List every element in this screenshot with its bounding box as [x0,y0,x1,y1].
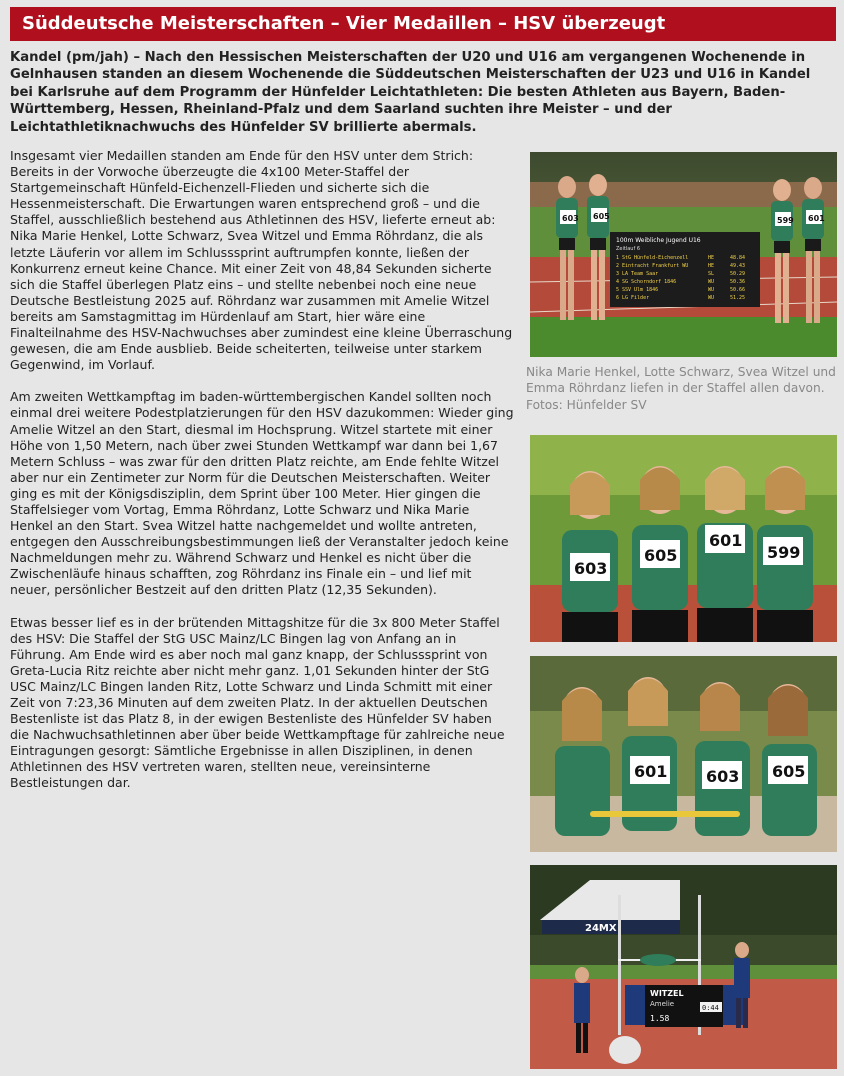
bib-number: 605 [644,546,678,565]
sb-rank: 5 [616,287,620,293]
sb-rank: 2 [616,263,620,269]
photo-relay-scoreboard[interactable] [530,152,837,357]
bib-number: 599 [777,216,794,225]
sb-time: 50.66 [730,287,746,293]
sb-rank: 4 [616,279,620,285]
bib-number: 605 [593,212,610,221]
photo-medal-bite[interactable] [530,435,837,642]
sb-time: 48.84 [730,255,746,261]
bib-number: 601 [808,214,825,223]
board-name: WITZEL [650,989,684,998]
scoreboard-header: 100m Weibliche Jugend U16 [616,237,701,244]
photo-caption: Nika Marie Henkel, Lotte Schwarz, Svea Witzel und Emma Röhrdanz liefen in der Staffel allen davon. Fotos: Hünfelder SV [526,365,836,412]
board-clock: 0:44 [702,1004,719,1012]
sb-rank: 1 [616,255,620,261]
sb-rank: 6 [616,295,620,301]
article-title: Süddeutsche Meisterschaften – Vier Medaillen – HSV überzeugt [10,7,836,41]
bib-number: 603 [706,767,740,786]
paragraph-day-two: Am zweiten Wettkampftag im baden-württembergischen Kandel sollten noch einmal drei weitere Podestplatzierungen für den HSV dazukommen: Wieder ging Amelie Witzel an den Start, diesmal im Hochsprung. Witzel startete mit einer Höhe von 1,50 Metern, nach über zwei Stunden Wettkampf war dann bei 1,67 Metern Schluss – was zwar für den dritten Platz reichte, am Ende fehlte Witzel aber nur ein Zentimeter zur Norm für die Deutschen Meisterschaften. Weiter ging es mit der Königsdisziplin, dem Sprint über 100 Meter. Hier gingen die Staffelsieger vom Vortag, Emma Röhrdanz, Lotte Schwarz und Nika Marie Henkel an den Start. Svea Witzel hatte nachgemeldet und wollte antreten, entgegen den Ausschreibungsbestimmungen ließ der Veranstalter jedoch keine Nachmeldungen mehr zu. Während Schwarz und Henkel es nicht über die Zwischenläufe hinaus schafften, zog Röhrdanz ins Finale ein – und lief mit neuer, persönlicher Bestzeit auf den dritten Platz (12,35 Sekunden). [10,389,514,598]
board-first-name: Amelie [650,1000,675,1008]
bib-number: 603 [574,559,608,578]
tent-text: 24MX [585,923,617,934]
sb-time: 50.29 [730,271,746,277]
sb-code: HE [708,263,715,269]
photo-baton-group[interactable] [530,656,837,852]
article-body [10,148,514,808]
paragraph-800m-relay: Etwas besser lief es in der brütenden Mittagshitze für die 3x 800 Meter Staffel des HSV: Die Staffel der StG USC Mainz/LC Bingen lag von Anfang an in Führung. Am Ende wird es aber noch mal ganz knapp, der Schlusssprint von Greta-Lucia Ritz reichte aber nicht mehr ganz. 1,01 Sekunden hinter der StG USC Mainz/LC Bingen landen Ritz, Lotte Schwarz und Linda Schmitt mit einer Zeit von 7:23,36 Minuten auf dem zweiten Platz. In der aktuellen Deutschen Bestenliste ist das Platz 8, in der ewigen Bestenliste des Hünfelder SV haben die Nachwuchsathletinnen aber über beide Wettkampftage für zahlreiche neue Eintragungen gesorgt: Sämtliche Ergebnisse in allen Disziplinen, in denen Athletinnen des HSV vertreten waren, stellten neue, vereinsinterne Bestleistungen dar. [10,614,505,791]
sb-team: StG Hünfeld-Eichenzell [622,255,689,261]
scoreboard-sub: Zeitlauf 6 [616,246,641,252]
sb-code: WU [708,295,715,301]
bib-number: 599 [767,543,801,562]
article-lead: Kandel (pm/jah) – Nach den Hessischen Meisterschaften der U20 und U16 am vergangenen Wochenende in Gelnhausen standen an diesem Wochenende die Süddeutschen Meisterschaften der U23 und U16 in Kandel bei Karlsruhe auf dem Programm der Hünfelder Leichtathleten: Die besten Athleten aus Bayern, Baden-Württemberg, Hessen, Rheinland-Pfalz und dem Saarland suchten ihre Meister – und der Leichtathletiknachwuchs des Hünfelder SV brillierte abermals. [10,50,811,135]
sb-team: Eintracht Frankfurt WU [622,263,689,269]
bib-number: 601 [709,531,743,550]
paragraph-relay: Insgesamt vier Medaillen standen am Ende für den HSV unter dem Strich: Bereits in der Vorwoche überzeugte die 4x100 Meter-Staffel der Startgemeinschaft Hünfeld-Eichenzell-Flieden und sicherte sich die Hessenmeisterschaft. Die Erwartungen waren entsprechend groß – und die Staffel, ausschließlich bestehend aus Athletinnen des HSV, lieferte erneut ab: Nika Marie Henkel, Lotte Schwarz, Svea Witzel und Emma Röhrdanz, die als letzte Läuferin vor allem im Schlusssprint auftrumpfen konnte, ließen der Konkurrenz erneut keine Chance. Mit einer Zeit von 48,84 Sekunden sicherte sich die Staffel überlegen Platz eins – und stellte nebenbei noch eine neue Deutsche Bestleistung 2025 auf. Röhrdanz war zusammen mit Amelie Witzel bereits am Samstagmittag im Hürdenlauf am Start, hier wäre eine Finalteilnahme des HSV-Nachwuchses aber zumindest eine kleine Überraschung gewesen, die am Ende ausblieb. Beide scheiterten, teilweise unter starkem Gegenwind, im Vorlauf. [10,148,513,373]
board-height: 1.58 [650,1014,670,1023]
bib-number: 605 [772,762,806,781]
sb-time: 51.25 [730,295,746,301]
sb-time: 49.43 [730,263,746,269]
sb-team: SSV Ulm 1846 [622,287,659,293]
sb-code: WU [708,287,715,293]
sb-code: SL [708,271,715,277]
sb-team: SG Schorndorf 1846 [622,279,677,285]
sb-team: LG Filder [622,295,650,301]
bib-number: 603 [562,214,579,223]
sb-time: 50.36 [730,279,746,285]
photo-high-jump[interactable] [530,865,837,1069]
sb-team: LA Team Saar [622,271,659,277]
sb-code: HE [708,255,715,261]
sb-code: WU [708,279,715,285]
sb-rank: 3 [616,271,620,277]
bib-number: 601 [634,762,668,781]
